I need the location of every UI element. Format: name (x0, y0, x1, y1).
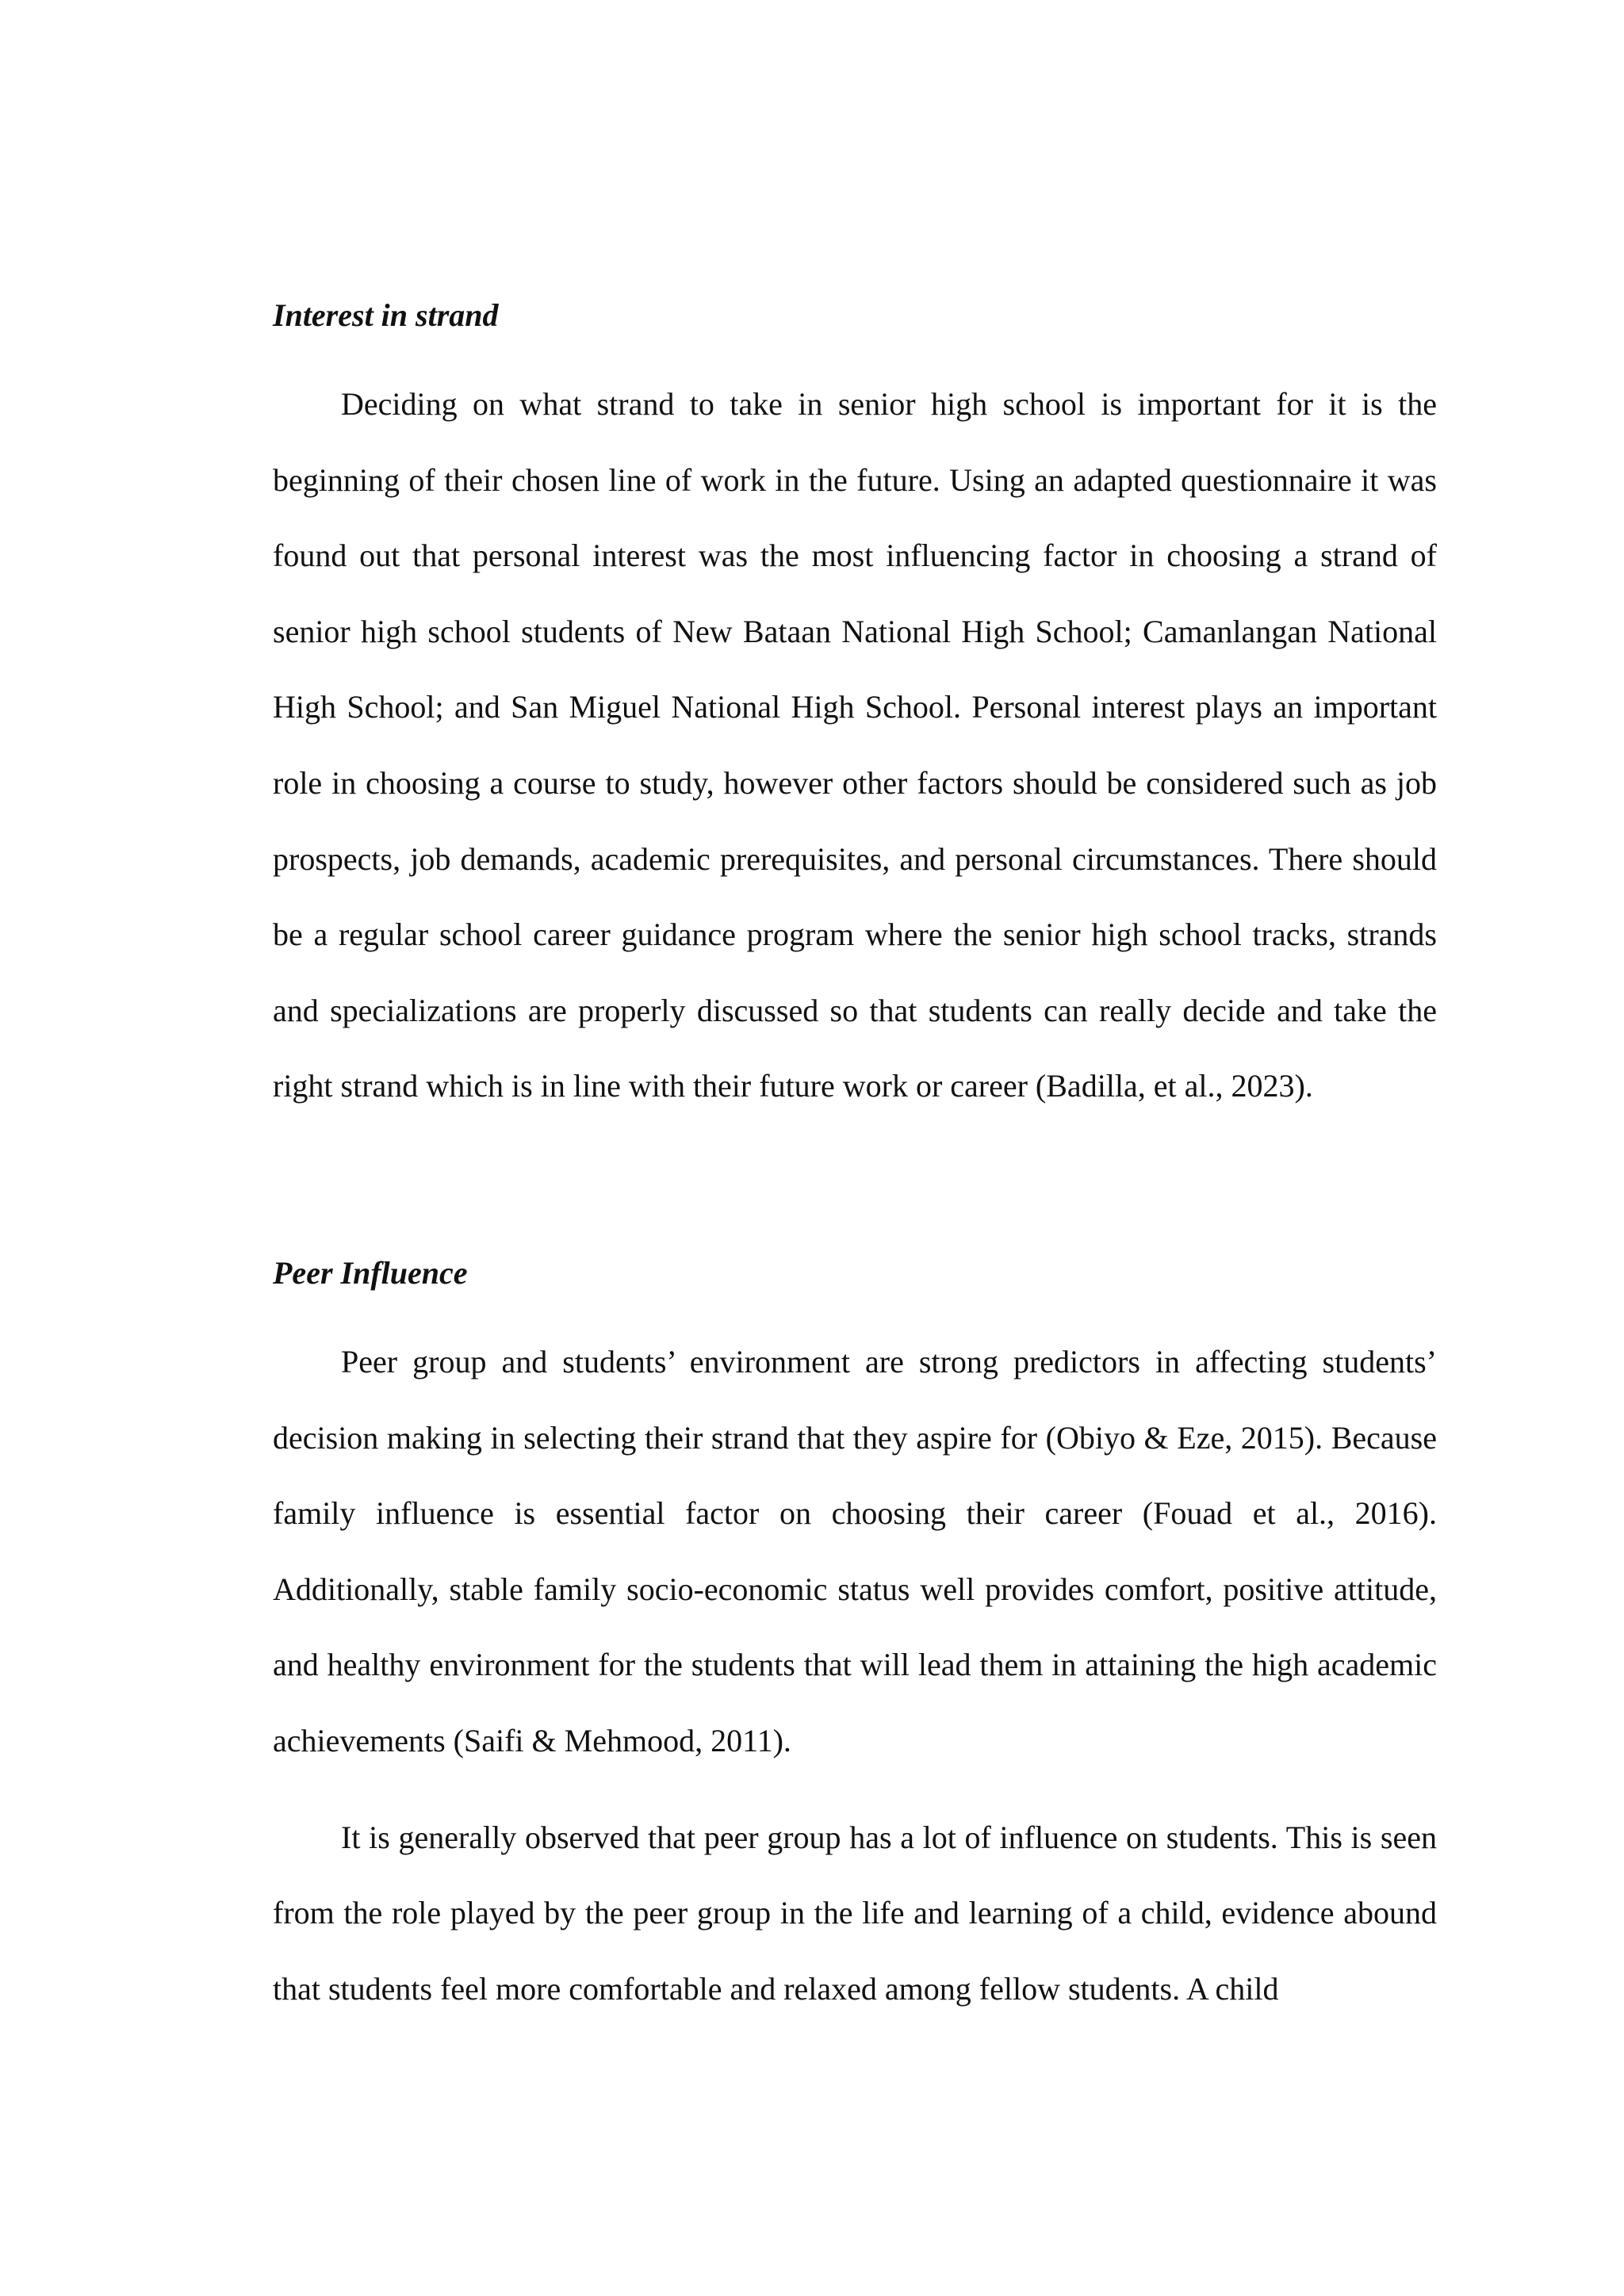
page-content (273, 285, 1437, 2026)
paragraph-interest-in-strand: Deciding on what strand to take in senior high school is important for it is the beginning of their chosen line of work in the future. Using an adapted questionnaire it was found out that personal interest was the most influencing factor in choosing a strand of senior high school students of New Bataan National High School; Camanlangan National High School; and San Miguel National High School. Personal interest plays an important role in choosing a course to study, however other factors should be considered such as job prospects, job demands, academic prerequisites, and personal circumstances. There should be a regular school career guidance program where the senior high school tracks, strands and specializations are properly discussed so that students can really decide and take the right strand which is in line with their future work or career (Badilla, et al., 2023). (273, 386, 1437, 1104)
spacer (273, 346, 1437, 366)
paragraph-peer-influence-2: It is generally observed that peer group has a lot of influence on students. This is seen from the role played by the peer group in the life and learning of a child, evidence abound that students feel more comfortable and relaxed among fellow students. A child (273, 1819, 1437, 2007)
section-heading-peer-influence: Peer Influence (273, 1254, 468, 1291)
spacer (273, 1303, 1437, 1324)
section-heading-interest-in-strand: Interest in strand (273, 297, 499, 333)
spacer (273, 1779, 1437, 1800)
paragraph-peer-influence-1: Peer group and students’ environment are strong predictors in affecting students’ decision making in selecting their strand that they aspire for (Obiyo & Eze, 2015). Because family influence is essential factor on choosing their career (Fouad et al., 2016). Additionally, stable family socio-economic status well provides comfort, positive attitude, and healthy environment for the students that will lead them in attaining the high academic achievements (Saifi & Mehmood, 2011). (273, 1343, 1437, 1758)
section-spacer (273, 1124, 1437, 1243)
